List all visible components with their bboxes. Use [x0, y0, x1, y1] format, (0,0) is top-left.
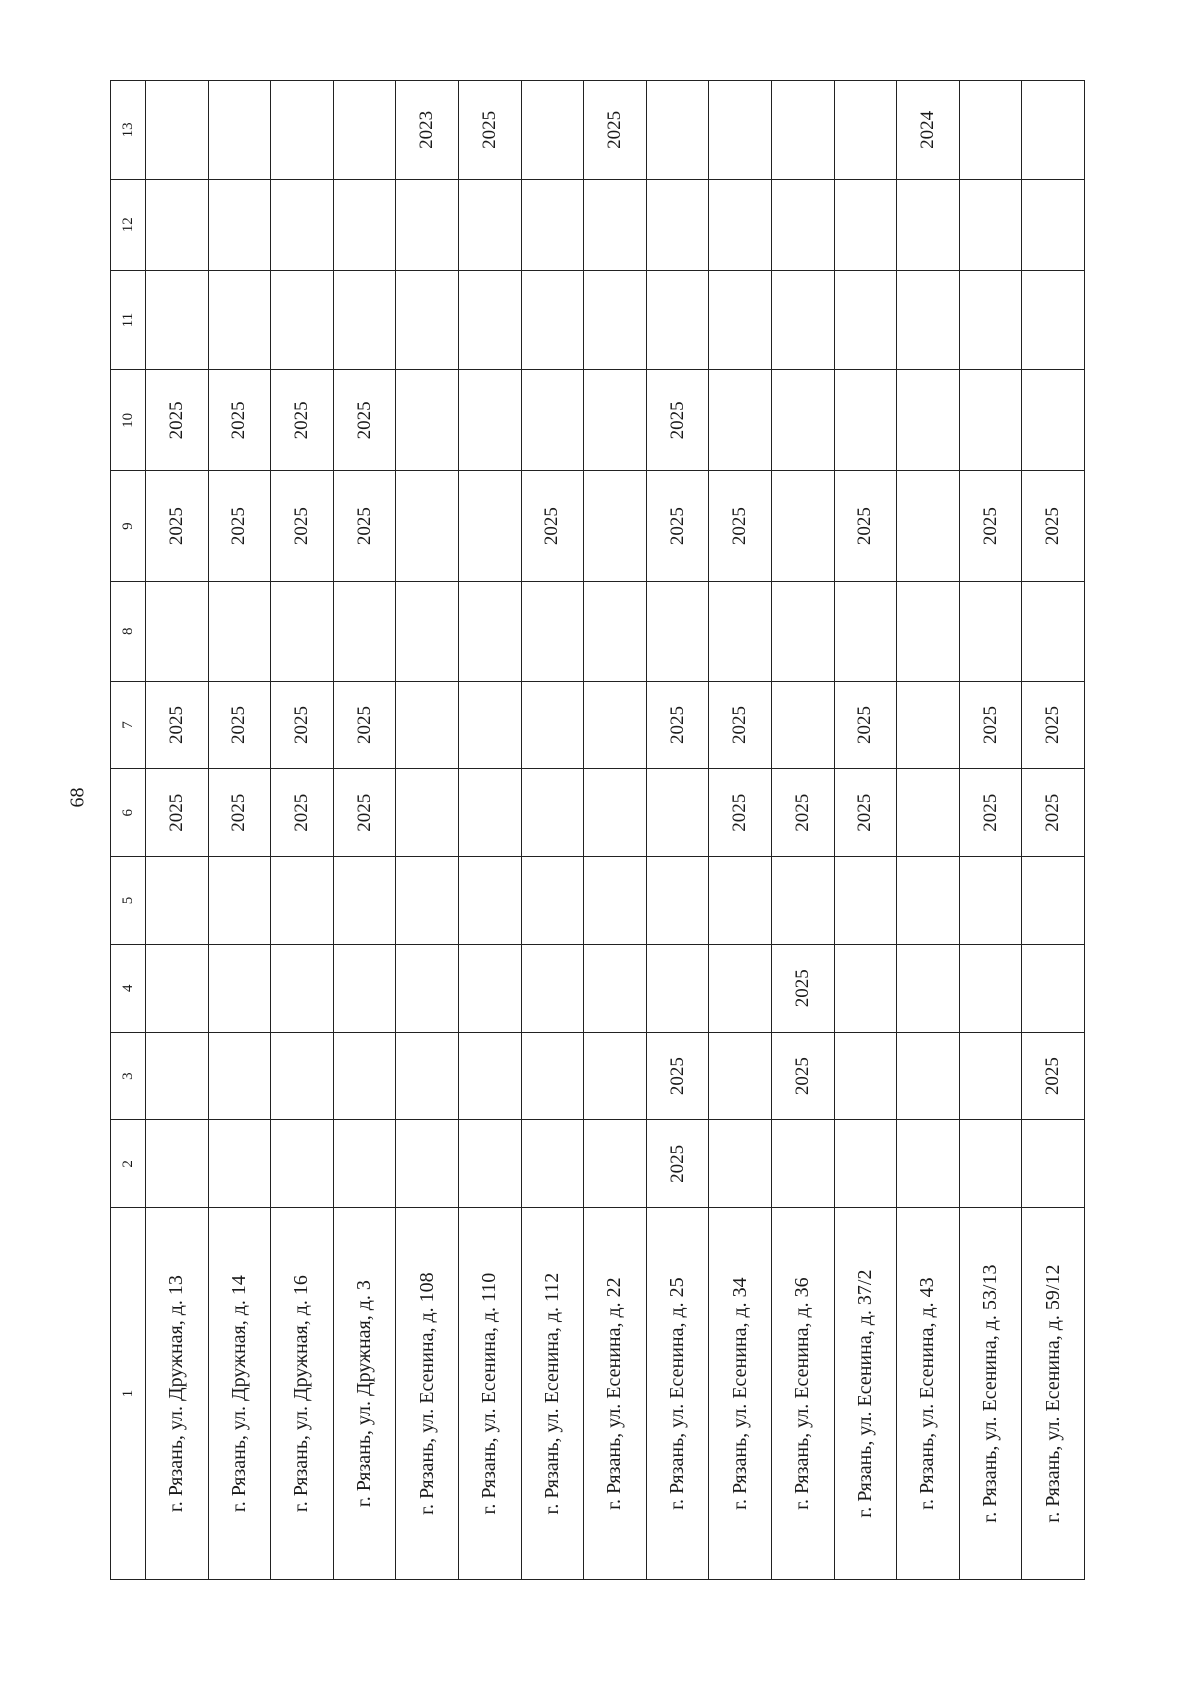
year-cell [521, 769, 584, 857]
year-cell [646, 179, 709, 270]
table-row [959, 81, 1022, 1580]
table-row [521, 81, 584, 1580]
column-header: 5 [111, 857, 146, 945]
table-row [208, 81, 271, 1580]
year-cell [271, 581, 334, 681]
year-cell [834, 270, 897, 370]
column-header: 2 [111, 1120, 146, 1208]
year-cell: 2025 [834, 769, 897, 857]
year-cell [271, 944, 334, 1032]
year-cell [396, 769, 459, 857]
year-cell: 2025 [271, 471, 334, 582]
year-cell [396, 179, 459, 270]
year-cell [834, 1120, 897, 1208]
year-cell [396, 581, 459, 681]
address-cell: г. Рязань, ул. Есенина, д. 36 [771, 1208, 834, 1580]
year-cell [646, 944, 709, 1032]
column-header: 8 [111, 581, 146, 681]
year-cell [1022, 370, 1085, 471]
table-row [834, 81, 897, 1580]
year-cell [521, 944, 584, 1032]
year-cell [584, 179, 647, 270]
year-cell [208, 81, 271, 180]
year-cell [584, 370, 647, 471]
column-header: 10 [111, 370, 146, 471]
column-header: 13 [111, 81, 146, 180]
year-cell [584, 681, 647, 769]
year-cell [897, 1032, 960, 1120]
year-cell [146, 1032, 209, 1120]
year-cell [584, 1032, 647, 1120]
year-cell: 2025 [458, 81, 521, 180]
address-cell: г. Рязань, ул. Есенина, д. 37/2 [834, 1208, 897, 1580]
year-cell: 2025 [146, 471, 209, 582]
year-cell [1022, 581, 1085, 681]
year-cell: 2025 [709, 769, 772, 857]
year-cell [646, 857, 709, 945]
year-cell: 2025 [1022, 1032, 1085, 1120]
year-cell [458, 179, 521, 270]
year-cell: 2024 [897, 81, 960, 180]
year-cell [897, 581, 960, 681]
year-cell [1022, 270, 1085, 370]
year-cell [709, 1120, 772, 1208]
year-cell [146, 944, 209, 1032]
year-cell [271, 1032, 334, 1120]
year-cell [458, 1120, 521, 1208]
year-cell [959, 81, 1022, 180]
year-cell: 2025 [1022, 681, 1085, 769]
column-header: 11 [111, 270, 146, 370]
year-cell: 2025 [208, 769, 271, 857]
year-cell [834, 370, 897, 471]
year-cell [521, 270, 584, 370]
year-cell [521, 857, 584, 945]
year-cell [521, 179, 584, 270]
table-row [333, 81, 396, 1580]
year-cell [709, 1032, 772, 1120]
address-cell: г. Рязань, ул. Есенина, д. 34 [709, 1208, 772, 1580]
year-cell [146, 857, 209, 945]
year-cell [897, 769, 960, 857]
year-cell: 2023 [396, 81, 459, 180]
year-cell [208, 1032, 271, 1120]
year-cell [396, 857, 459, 945]
year-cell: 2025 [1022, 471, 1085, 582]
year-cell [959, 370, 1022, 471]
year-cell [771, 81, 834, 180]
year-cell [208, 581, 271, 681]
year-cell: 2025 [771, 1032, 834, 1120]
year-cell [709, 370, 772, 471]
table-row [709, 81, 772, 1580]
address-cell: г. Рязань, ул. Есенина, д. 53/13 [959, 1208, 1022, 1580]
year-cell: 2025 [709, 681, 772, 769]
year-cell [396, 1120, 459, 1208]
year-cell [333, 270, 396, 370]
year-cell [709, 179, 772, 270]
year-cell [834, 857, 897, 945]
year-cell [333, 944, 396, 1032]
address-cell: г. Рязань, ул. Есенина, д. 25 [646, 1208, 709, 1580]
year-cell: 2025 [271, 370, 334, 471]
year-cell [709, 581, 772, 681]
year-cell [333, 179, 396, 270]
year-cell: 2025 [208, 681, 271, 769]
year-cell [834, 944, 897, 1032]
year-cell: 2025 [646, 1120, 709, 1208]
year-cell [646, 581, 709, 681]
year-cell [771, 270, 834, 370]
year-cell [771, 370, 834, 471]
year-cell [208, 944, 271, 1032]
year-cell [271, 81, 334, 180]
year-cell [897, 1120, 960, 1208]
year-cell [771, 857, 834, 945]
year-cell: 2025 [646, 1032, 709, 1120]
address-cell: г. Рязань, ул. Есенина, д. 108 [396, 1208, 459, 1580]
column-header: 9 [111, 471, 146, 582]
column-header: 4 [111, 944, 146, 1032]
year-cell [834, 1032, 897, 1120]
year-cell [521, 681, 584, 769]
address-cell: г. Рязань, ул. Есенина, д. 110 [458, 1208, 521, 1580]
year-cell: 2025 [146, 769, 209, 857]
year-cell: 2025 [646, 370, 709, 471]
year-cell [834, 581, 897, 681]
year-cell: 2025 [959, 471, 1022, 582]
rotated-table-wrapper [110, 80, 1085, 1580]
year-cell: 2025 [271, 769, 334, 857]
year-cell [458, 681, 521, 769]
year-cell [709, 857, 772, 945]
year-cell [396, 681, 459, 769]
year-cell: 2025 [646, 471, 709, 582]
year-cell [771, 471, 834, 582]
year-cell [458, 370, 521, 471]
year-cell [646, 769, 709, 857]
year-cell [897, 270, 960, 370]
year-cell: 2025 [208, 370, 271, 471]
year-cell [271, 1120, 334, 1208]
year-cell [521, 1032, 584, 1120]
year-cell [333, 581, 396, 681]
year-cell [396, 944, 459, 1032]
year-cell: 2025 [333, 769, 396, 857]
year-cell: 2025 [646, 681, 709, 769]
schedule-table [110, 80, 1085, 1580]
year-cell [333, 857, 396, 945]
year-cell [271, 270, 334, 370]
year-cell [646, 81, 709, 180]
year-cell [208, 179, 271, 270]
year-cell [1022, 944, 1085, 1032]
year-cell [333, 1032, 396, 1120]
table-row [771, 81, 834, 1580]
column-header: 6 [111, 769, 146, 857]
year-cell: 2025 [271, 681, 334, 769]
year-cell [1022, 857, 1085, 945]
year-cell: 2025 [146, 370, 209, 471]
year-cell [771, 179, 834, 270]
year-cell [897, 944, 960, 1032]
table-row [271, 81, 334, 1580]
year-cell [208, 1120, 271, 1208]
year-cell [959, 179, 1022, 270]
year-cell [959, 1032, 1022, 1120]
year-cell [584, 944, 647, 1032]
year-cell [521, 370, 584, 471]
year-cell [271, 179, 334, 270]
year-cell [584, 857, 647, 945]
year-cell [584, 471, 647, 582]
year-cell [458, 471, 521, 582]
year-cell [584, 769, 647, 857]
year-cell [897, 471, 960, 582]
year-cell [771, 581, 834, 681]
year-cell: 2025 [1022, 769, 1085, 857]
year-cell [396, 270, 459, 370]
year-cell: 2025 [709, 471, 772, 582]
year-cell [208, 270, 271, 370]
address-cell: г. Рязань, ул. Дружная, д. 13 [146, 1208, 209, 1580]
year-cell [959, 581, 1022, 681]
year-cell [771, 681, 834, 769]
year-cell [458, 581, 521, 681]
year-cell [584, 581, 647, 681]
year-cell: 2025 [521, 471, 584, 582]
table-row [584, 81, 647, 1580]
year-cell [458, 944, 521, 1032]
year-cell: 2025 [771, 944, 834, 1032]
year-cell: 2025 [834, 471, 897, 582]
year-cell [521, 81, 584, 180]
address-cell: г. Рязань, ул. Дружная, д. 3 [333, 1208, 396, 1580]
year-cell [333, 1120, 396, 1208]
year-cell [709, 944, 772, 1032]
year-cell [584, 270, 647, 370]
table-row [146, 81, 209, 1580]
column-header: 3 [111, 1032, 146, 1120]
year-cell: 2025 [333, 471, 396, 582]
year-cell [959, 857, 1022, 945]
year-cell: 2025 [771, 769, 834, 857]
year-cell [458, 857, 521, 945]
year-cell [208, 857, 271, 945]
year-cell [959, 1120, 1022, 1208]
year-cell [333, 81, 396, 180]
table-row [1022, 81, 1085, 1580]
year-cell [1022, 81, 1085, 180]
year-cell [521, 1120, 584, 1208]
header-row [111, 81, 146, 1580]
year-cell: 2025 [333, 681, 396, 769]
year-cell [897, 179, 960, 270]
table-row [646, 81, 709, 1580]
year-cell [146, 1120, 209, 1208]
year-cell: 2025 [959, 681, 1022, 769]
year-cell [146, 179, 209, 270]
year-cell [709, 81, 772, 180]
address-cell: г. Рязань, ул. Дружная, д. 16 [271, 1208, 334, 1580]
year-cell [584, 1120, 647, 1208]
year-cell [458, 769, 521, 857]
page-number: 68 [66, 787, 89, 808]
year-cell [834, 179, 897, 270]
table-body [146, 81, 1085, 1580]
address-cell: г. Рязань, ул. Есенина, д. 22 [584, 1208, 647, 1580]
year-cell: 2025 [834, 681, 897, 769]
year-cell [897, 681, 960, 769]
column-header: 1 [111, 1208, 146, 1580]
year-cell [146, 270, 209, 370]
year-cell [1022, 1120, 1085, 1208]
year-cell [1022, 179, 1085, 270]
address-cell: г. Рязань, ул. Дружная, д. 14 [208, 1208, 271, 1580]
year-cell [458, 270, 521, 370]
column-header: 7 [111, 681, 146, 769]
year-cell [146, 581, 209, 681]
year-cell [396, 471, 459, 582]
year-cell [834, 81, 897, 180]
year-cell: 2025 [208, 471, 271, 582]
year-cell [396, 370, 459, 471]
year-cell [458, 1032, 521, 1120]
year-cell [771, 1120, 834, 1208]
address-cell: г. Рязань, ул. Есенина, д. 43 [897, 1208, 960, 1580]
year-cell [709, 270, 772, 370]
year-cell: 2025 [333, 370, 396, 471]
year-cell: 2025 [959, 769, 1022, 857]
year-cell [146, 81, 209, 180]
year-cell [271, 857, 334, 945]
column-header: 12 [111, 179, 146, 270]
year-cell: 2025 [584, 81, 647, 180]
year-cell [959, 944, 1022, 1032]
year-cell [396, 1032, 459, 1120]
year-cell [897, 857, 960, 945]
address-cell: г. Рязань, ул. Есенина, д. 59/12 [1022, 1208, 1085, 1580]
year-cell: 2025 [146, 681, 209, 769]
year-cell [959, 270, 1022, 370]
table-row [458, 81, 521, 1580]
table-row [897, 81, 960, 1580]
year-cell [646, 270, 709, 370]
table-row [396, 81, 459, 1580]
year-cell [521, 581, 584, 681]
year-cell [897, 370, 960, 471]
address-cell: г. Рязань, ул. Есенина, д. 112 [521, 1208, 584, 1580]
